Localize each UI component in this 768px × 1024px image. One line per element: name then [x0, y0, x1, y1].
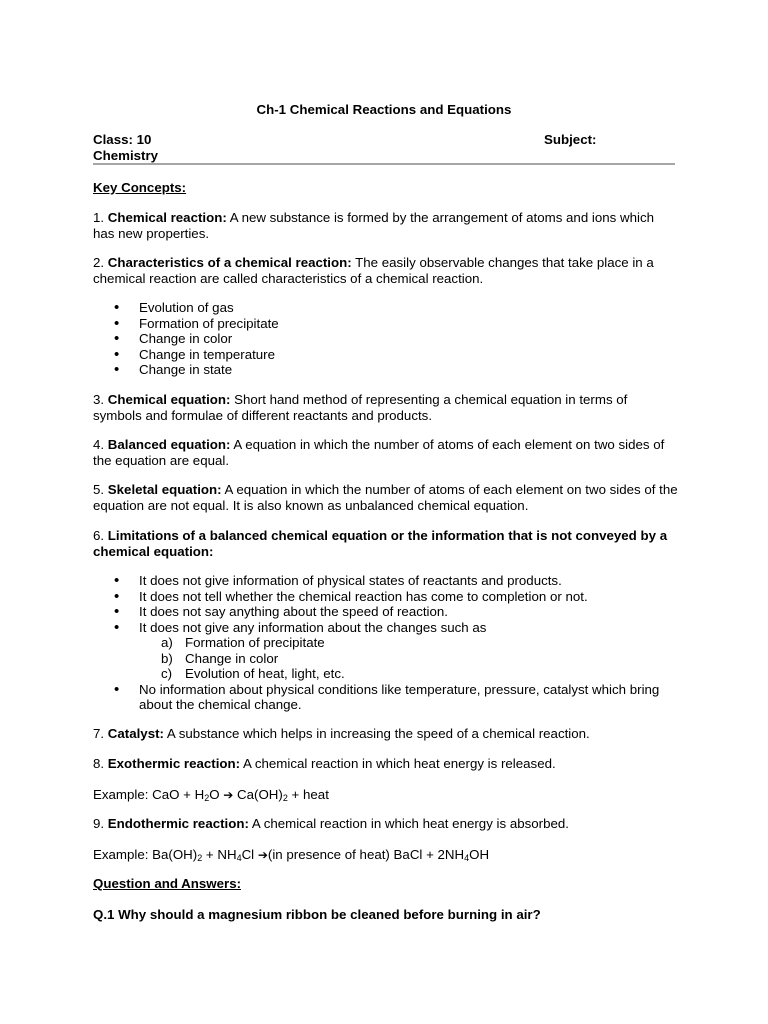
concept-term: Endothermic reaction:: [107, 816, 249, 831]
list-item-text: It does not give any information about the changes such as: [139, 619, 487, 635]
sublist-item: [139, 635, 678, 651]
list-item: • Evolution of gas: [93, 300, 678, 316]
concept-number: 7.: [93, 726, 108, 741]
concept-term: Balanced equation:: [107, 437, 231, 452]
sublist-item: [139, 651, 678, 667]
equation-part: Example: CaO + H: [93, 787, 205, 802]
equation-part: OH: [469, 847, 490, 862]
sublist-marker: c): [161, 666, 173, 681]
list-item: • It does not tell whether the chemical reaction has come to completion or not.: [93, 589, 678, 605]
equation-part: Example: Ba(OH): [93, 847, 198, 862]
list-item: [93, 620, 678, 682]
concept-number: 9.: [93, 816, 108, 831]
subscript: 2: [204, 793, 210, 803]
subscript: 2: [197, 853, 203, 863]
header-divider: [93, 163, 675, 165]
concept-4: [93, 437, 678, 468]
list-item: • Formation of precipitate: [93, 316, 678, 332]
concept-text: A equation in which the number of atoms of each element on two sides of the equation are equal.: [93, 437, 665, 468]
list-item: • Change in temperature: [93, 347, 678, 363]
concept-term: Chemical equation:: [107, 392, 231, 407]
equation-part: Ca(OH): [233, 787, 283, 802]
concept-text: A new substance is formed by the arrangement of atoms and ions which has new properties.: [93, 210, 654, 241]
concept-number: 1.: [93, 210, 108, 225]
subject-value: Chemistry: [93, 147, 159, 163]
list-item: • Change in state: [93, 362, 678, 378]
subscript: 4: [236, 853, 242, 863]
equation-part: O: [209, 787, 224, 802]
concept-term: Limitations of a balanced chemical equation or the information that is not conveyed by a chemical equation:: [93, 528, 668, 559]
list-item: • Change in color: [93, 331, 678, 347]
page-title: Ch-1 Chemical Reactions and Equations: [256, 102, 512, 117]
sublist-item: [139, 666, 678, 682]
concept-8: [93, 756, 678, 772]
concept-9: [93, 816, 678, 832]
equation-part: (in presence of heat) BaCl + 2NH: [267, 847, 465, 862]
concept-number: 3.: [93, 392, 108, 407]
sublist-marker: b): [161, 650, 173, 666]
equation-part: Cl: [241, 847, 258, 862]
arrow-icon: ➔: [223, 788, 234, 802]
characteristics-list: [93, 300, 678, 378]
concept-term: Catalyst:: [107, 726, 164, 741]
concept-2: [93, 255, 678, 286]
concept-number: 6.: [93, 528, 108, 543]
question-1: Q.1 Why should a magnesium ribbon be cleaned before burning in air?: [93, 907, 541, 922]
concept-text: A chemical reaction in which heat energy is absorbed.: [248, 816, 569, 831]
exothermic-example: [93, 787, 678, 804]
concept-text: A equation in which the number of atoms of each element on two sides of the equation are not equal. It is also known as unbalanced chemical equation.: [93, 482, 678, 513]
key-concepts-heading: Key Concepts:: [93, 180, 187, 195]
concept-3: [93, 392, 678, 423]
sublist-text: Evolution of heat, light, etc.: [185, 666, 345, 681]
concept-term: Chemical reaction:: [107, 210, 227, 225]
endothermic-example: [93, 847, 678, 864]
arrow-icon: ➔: [257, 848, 268, 862]
concept-term: Exothermic reaction:: [107, 756, 241, 771]
list-item: • No information about physical conditions like temperature, pressure, catalyst which bring about the chemical change.: [93, 682, 678, 713]
concept-number: 5.: [93, 482, 108, 497]
class-label: Class: 10: [93, 132, 152, 147]
concept-text: A chemical reaction in which heat energy is released.: [240, 756, 556, 771]
subscript: 4: [464, 853, 470, 863]
concept-term: Characteristics of a chemical reaction:: [107, 255, 352, 270]
sublist-text: Formation of precipitate: [185, 635, 325, 650]
subject-label: Subject:: [544, 132, 597, 147]
equation-part: + NH: [202, 847, 237, 862]
concept-text: The easily observable changes that take place in a chemical reaction are called characteristics of a chemical reaction.: [93, 255, 654, 286]
sublist-text: Change in color: [185, 650, 279, 666]
concept-text: Short hand method of representing a chemical equation in terms of symbols and formulae of different reactants and products.: [93, 392, 628, 423]
equation-part: + heat: [287, 787, 329, 802]
concept-6: [93, 528, 678, 559]
qa-heading: Question and Answers:: [93, 876, 242, 891]
list-item: • It does not say anything about the speed of reaction.: [93, 604, 678, 620]
concept-text: A substance which helps in increasing the speed of a chemical reaction.: [163, 726, 590, 741]
document-header: [93, 132, 678, 163]
concept-7: [93, 726, 678, 742]
concept-number: 4.: [93, 437, 108, 452]
changes-sublist: [139, 635, 678, 682]
subscript: 2: [282, 793, 288, 803]
list-item: • It does not give information of physical states of reactants and products.: [93, 573, 678, 589]
concept-term: Skeletal equation:: [107, 482, 222, 497]
sublist-marker: a): [161, 635, 173, 650]
concept-1: [93, 210, 678, 241]
concept-5: [93, 482, 678, 513]
limitations-list: [93, 573, 678, 713]
concept-number: 8.: [93, 756, 108, 771]
concept-number: 2.: [93, 255, 108, 270]
